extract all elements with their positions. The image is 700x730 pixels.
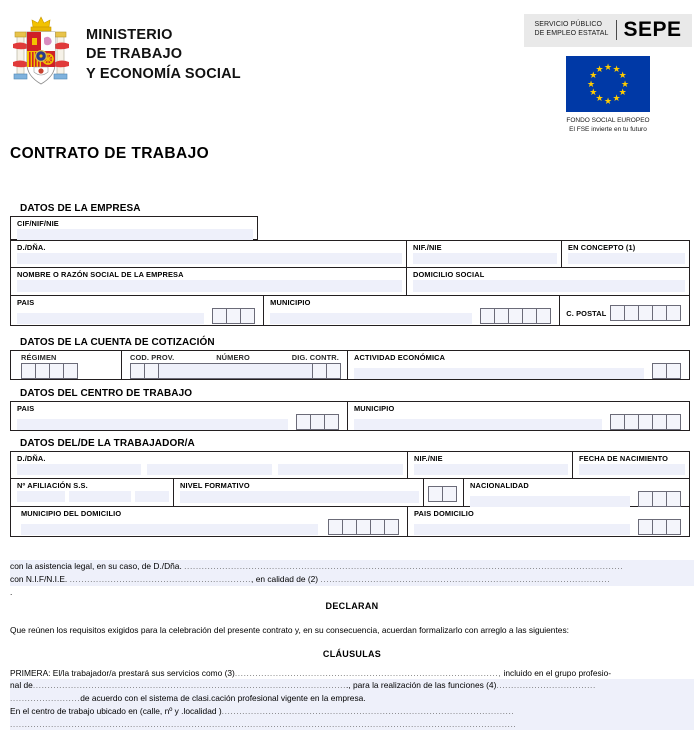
input-trabajador-nacionalidad-code[interactable] (638, 491, 681, 507)
input-trabajador-nacionalidad-name[interactable] (470, 496, 630, 507)
input-empresa-concepto[interactable] (568, 253, 685, 264)
input-empresa-pais-code[interactable] (212, 308, 255, 324)
fse-line-1: FONDO SOCIAL EUROPEO (566, 117, 650, 124)
field-centro-municipio[interactable] (347, 402, 689, 430)
field-empresa-dna[interactable] (11, 241, 406, 267)
clausulas-heading: CLÁUSULAS (322, 648, 382, 659)
eu-star-icon: ★ (612, 63, 621, 74)
label-empresa-nombre: NOMBRE O RAZÓN SOCIAL DE LA EMPRESA (17, 270, 184, 279)
input-trabajador-pais-name[interactable] (414, 524, 630, 535)
label-empresa-nif: NIF./NIE (413, 243, 442, 252)
char-box[interactable] (638, 414, 653, 430)
input-trabajador-nombre[interactable] (17, 464, 141, 475)
field-trabajador-fecha-nacimiento[interactable] (572, 452, 689, 478)
ministry-line-1: MINISTERIO (86, 27, 173, 44)
ministry-line-2: DE TRABAJO (86, 46, 183, 63)
label-trabajador-municipio-domicilio: MUNICIPIO DEL DOMICILIO (21, 509, 122, 518)
calidad-dots[interactable]: ................................................................................................... (320, 573, 611, 584)
input-centro-pais-code[interactable] (296, 414, 339, 430)
eu-star-icon: ★ (603, 61, 613, 72)
input-afiliacion-num[interactable] (69, 491, 131, 502)
input-trabajador-pais-code[interactable] (638, 519, 681, 535)
char-box[interactable] (652, 363, 667, 379)
clause-primera-text-b: nal de (10, 680, 33, 691)
ministry-line-3: Y ECONOMÍA SOCIAL (86, 65, 241, 82)
char-box[interactable] (652, 491, 667, 507)
input-cotizacion-numero[interactable] (159, 363, 312, 379)
char-box[interactable] (342, 519, 357, 535)
char-box[interactable] (522, 308, 537, 324)
ministry-branding (10, 14, 241, 96)
input-cotizacion-actividad-name[interactable] (354, 368, 644, 379)
eu-star-icon: ★ (589, 87, 598, 97)
trabajador-pais-inputs (408, 519, 689, 538)
char-box[interactable] (63, 363, 78, 379)
label-empresa-domicilio: DOMICILIO SOCIAL (413, 270, 485, 279)
cotizacion-cuenta-inputs (122, 363, 347, 379)
trabajador-affiliation-row (10, 479, 690, 507)
char-box[interactable] (638, 305, 653, 321)
empresa-cif-row (10, 216, 258, 240)
char-box[interactable] (624, 414, 639, 430)
input-trabajador-nif[interactable] (414, 464, 568, 475)
field-empresa-concepto[interactable] (561, 241, 689, 267)
document-header (0, 0, 700, 133)
field-empresa-municipio[interactable] (263, 296, 559, 325)
section-trabajador-heading: DATOS DEL/DE LA TRABAJADOR/A (20, 438, 195, 449)
eu-star-icon: ★ (586, 78, 596, 89)
char-box[interactable] (212, 308, 227, 324)
centro-municipio-inputs (348, 414, 689, 433)
input-afiliacion-prov[interactable] (17, 491, 65, 502)
label-cotizacion-digcontr: DIG. CONTR. (291, 353, 339, 362)
char-box[interactable] (536, 308, 551, 324)
input-cotizacion-digcontr[interactable] (312, 363, 341, 379)
declaran-paragraph: Que reúnen los requisitos exigidos para la celebración del presente contrato y, en su consecuencia, acuerdan formalizarlo con arreglo a las siguientes: (10, 625, 569, 636)
char-box[interactable] (240, 308, 255, 324)
clause-primera-dots-a[interactable]: .........................................................................................., (234, 667, 502, 678)
label-trabajador-dna: D./DÑA. (17, 454, 46, 463)
clause-primera-text-a: PRIMERA: El/la trabajador/a prestará sus servicios como (3) (10, 667, 235, 678)
input-empresa-nombre[interactable] (17, 280, 402, 292)
field-cotizacion-actividad[interactable] (347, 351, 689, 379)
european-union-flag-icon (566, 56, 650, 112)
field-empresa-nombre[interactable] (11, 268, 406, 295)
section-cotizacion-heading: DATOS DE LA CUENTA DE COTIZACIÓN (20, 337, 215, 348)
assistance-line-2 (10, 573, 694, 586)
eu-star-icon: ★ (618, 87, 627, 97)
char-box[interactable] (652, 305, 667, 321)
label-empresa-dna: D./DÑA. (17, 243, 46, 252)
trabajador-afiliacion-inputs (17, 491, 169, 503)
char-box[interactable] (49, 363, 64, 379)
input-cotizacion-actividad-code[interactable] (652, 363, 681, 379)
char-box[interactable] (310, 414, 325, 430)
nif-dots[interactable]: .............................................................. (69, 573, 252, 584)
eu-star-icon: ★ (618, 70, 627, 80)
eu-star-icon: ★ (603, 95, 613, 106)
input-empresa-municipio-code[interactable] (480, 308, 551, 324)
eu-star-icon: ★ (595, 63, 604, 74)
eu-star-icon: ★ (595, 93, 604, 104)
label-trabajador-afiliacion: Nº AFILIACIÓN S.S. (17, 481, 88, 490)
clause-primera-tail-b: ., para la realización de las funciones (4) (346, 680, 497, 691)
label-empresa-concepto: EN CONCEPTO (1) (568, 243, 636, 252)
label-empresa-pais: PAIS (17, 298, 35, 307)
field-empresa-cif[interactable] (11, 217, 257, 239)
sepe-acronym: SEPE (623, 18, 682, 41)
label-empresa-cif: CIF/NIF/NIE (17, 219, 59, 228)
trabajador-dna-inputs (17, 464, 403, 475)
label-cotizacion-numero: NÚMERO (216, 353, 250, 362)
input-centro-pais-name[interactable] (17, 419, 288, 430)
cotizacion-row (10, 350, 690, 380)
input-trabajador-nivel-formativo-code[interactable] (428, 486, 459, 502)
page-title: CONTRATO DE TRABAJO (10, 145, 210, 162)
cotizacion-sublabels (122, 353, 347, 363)
field-empresa-pais[interactable] (11, 296, 263, 325)
char-box[interactable] (652, 519, 667, 535)
label-trabajador-fecha-nacimiento: FECHA DE NACIMIENTO (579, 454, 669, 463)
label-trabajador-pais-domicilio: PAIS DOMICILIO (414, 509, 474, 518)
clause-primera-dots-c[interactable]: ........................ (10, 693, 81, 704)
empresa-location-row (10, 296, 690, 326)
fse-caption (524, 117, 692, 135)
trabajador-domicile-row (10, 507, 690, 537)
eu-star-icon: ★ (620, 78, 630, 89)
field-trabajador-nif[interactable] (407, 452, 572, 478)
ministry-name (86, 26, 241, 83)
char-box[interactable] (666, 305, 681, 321)
sepe-divider (616, 20, 617, 40)
char-box[interactable] (21, 363, 36, 379)
label-trabajador-nif: NIF./NIE (414, 454, 443, 463)
trabajador-municipio-inputs (11, 519, 407, 538)
eu-star-icon: ★ (612, 93, 621, 104)
input-centro-municipio-code[interactable] (610, 414, 681, 430)
clause-primera-dots-b[interactable]: ........................................................................................................... (32, 680, 346, 691)
spain-coat-of-arms-icon (10, 14, 72, 96)
stray-dot-line: . (10, 586, 13, 597)
input-cotizacion-regimen[interactable] (21, 363, 117, 379)
sepe-name-line-2: DE EMPLEO ESTATAL (534, 30, 609, 37)
centro-pais-inputs (11, 414, 347, 433)
clause-primera-line-1 (10, 667, 694, 680)
char-box[interactable] (624, 305, 639, 321)
char-box[interactable] (442, 486, 457, 502)
workplace-dots[interactable]: .................................................................................................... (221, 705, 515, 716)
empresa-cpostal-inputs (560, 299, 689, 324)
input-empresa-cpostal-code[interactable] (610, 305, 681, 321)
nif-prefix: con N.I.F/N.I.E. (10, 573, 68, 584)
char-box[interactable] (666, 363, 681, 379)
section-centro (10, 388, 690, 431)
char-box[interactable] (130, 363, 145, 379)
input-empresa-cif[interactable] (17, 229, 253, 240)
clause-primera-line-3 (10, 692, 694, 705)
input-trabajador-fecha-nacimiento[interactable] (579, 464, 685, 475)
char-box[interactable] (508, 308, 523, 324)
char-box[interactable] (666, 414, 681, 430)
empresa-pais-inputs (11, 308, 263, 327)
char-box[interactable] (494, 308, 509, 324)
input-trabajador-apellido2[interactable] (278, 464, 403, 475)
section-trabajador (10, 438, 690, 537)
clause-primera-text-c: de acuerdo con el sistema de clasi.cación profesional vigente en la empresa. (80, 693, 366, 704)
clause-primera-line-2 (10, 679, 694, 692)
label-empresa-municipio: MUNICIPIO (270, 298, 311, 307)
char-box[interactable] (610, 305, 625, 321)
char-box[interactable] (638, 519, 653, 535)
char-box[interactable] (370, 519, 385, 535)
input-empresa-nif[interactable] (413, 253, 557, 264)
field-empresa-domicilio[interactable] (406, 268, 689, 295)
empresa-representative-row (10, 240, 690, 268)
label-cotizacion-regimen: RÉGIMEN (21, 353, 57, 362)
label-centro-municipio: MUNICIPIO (354, 404, 395, 413)
input-empresa-municipio-name[interactable] (270, 313, 472, 324)
section-centro-heading: DATOS DEL CENTRO DE TRABAJO (20, 388, 193, 399)
field-trabajador-nivel-formativo[interactable] (173, 479, 423, 506)
char-box[interactable] (384, 519, 399, 535)
field-trabajador-pais-domicilio[interactable] (407, 507, 689, 536)
input-empresa-pais-name[interactable] (17, 313, 204, 324)
assistance-prefix: con la asistencia legal, en su caso, de D./Dña. (10, 561, 182, 571)
sepe-logo-bar (524, 14, 692, 47)
char-box[interactable] (326, 363, 341, 379)
input-trabajador-nivel-formativo[interactable] (180, 491, 419, 503)
char-box[interactable] (144, 363, 159, 379)
section-cotizacion (10, 337, 690, 380)
field-empresa-nif[interactable] (406, 241, 561, 267)
calidad-text: , en calidad de (2) (251, 573, 319, 584)
empresa-name-row (10, 268, 690, 296)
field-empresa-cpostal[interactable] (559, 296, 689, 325)
label-trabajador-nacionalidad: NACIONALIDAD (470, 481, 529, 490)
sepe-agency-name (534, 21, 608, 39)
field-trabajador-nacionalidad[interactable] (463, 479, 689, 506)
input-trabajador-municipio-name[interactable] (21, 524, 318, 535)
char-box[interactable] (428, 486, 443, 502)
sepe-name-line-1: SERVICIO PÚBLICO (534, 21, 603, 29)
input-afiliacion-dc[interactable] (135, 491, 169, 502)
char-box[interactable] (666, 519, 681, 535)
field-trabajador-afiliacion[interactable] (11, 479, 173, 506)
char-box[interactable] (480, 308, 495, 324)
char-box[interactable] (610, 414, 625, 430)
clause-primera-dots-b2[interactable]: .................................. (496, 680, 596, 691)
field-trabajador-dna[interactable] (11, 452, 407, 478)
assistance-dots[interactable]: ...................................................................................................................................................... (184, 561, 624, 571)
char-box[interactable] (356, 519, 371, 535)
assistance-line-1 (10, 560, 694, 573)
field-trabajador-municipio-domicilio[interactable] (11, 507, 407, 536)
centro-location-row (10, 401, 690, 431)
input-cotizacion-codprov[interactable] (130, 363, 159, 379)
field-trabajador-nivel-formativo-code[interactable] (423, 479, 463, 506)
char-box[interactable] (666, 491, 681, 507)
field-cotizacion-regimen[interactable] (11, 351, 121, 379)
sepe-branding (524, 14, 692, 135)
workplace-continuation-dots[interactable]: ............................................................................................................................................................................. (10, 718, 694, 730)
char-box[interactable] (226, 308, 241, 324)
label-cotizacion-actividad: ACTIVIDAD ECONÓMICA (354, 353, 446, 362)
char-box[interactable] (296, 414, 311, 430)
input-trabajador-municipio-code[interactable] (328, 519, 399, 535)
cotizacion-actividad-inputs (348, 363, 689, 382)
field-cotizacion-cuenta[interactable] (121, 351, 347, 379)
label-trabajador-nivel-formativo: NIVEL FORMATIVO (180, 481, 250, 490)
clause-primera-tail-a: incluido en el grupo profesio- (503, 667, 612, 678)
char-box[interactable] (328, 519, 343, 535)
fse-line-2: El FSE invierte en tu futuro (569, 125, 647, 133)
workplace-text: En el centro de trabajo ubicado en (calle, nº y .localidad ) (10, 705, 222, 716)
declaran-heading: DECLARAN (325, 600, 379, 611)
section-empresa-heading: DATOS DE LA EMPRESA (20, 203, 141, 214)
label-empresa-cpostal: C. POSTAL (566, 308, 607, 318)
char-box[interactable] (35, 363, 50, 379)
section-empresa (10, 203, 690, 326)
trabajador-identity-row (10, 451, 690, 479)
input-empresa-domicilio[interactable] (413, 280, 685, 292)
workplace-line (10, 705, 694, 718)
char-box[interactable] (312, 363, 327, 379)
field-centro-pais[interactable] (11, 402, 347, 430)
empresa-municipio-inputs (264, 308, 559, 327)
declaration-text-block (10, 560, 694, 730)
input-trabajador-apellido1[interactable] (147, 464, 272, 475)
label-cotizacion-codprov: COD. PROV. (130, 353, 175, 362)
char-box[interactable] (324, 414, 339, 430)
char-box[interactable] (652, 414, 667, 430)
input-empresa-dna[interactable] (17, 253, 402, 264)
char-box[interactable] (638, 491, 653, 507)
input-centro-municipio-name[interactable] (354, 419, 602, 430)
eu-star-icon: ★ (589, 70, 598, 80)
label-centro-pais: PAIS (17, 404, 35, 413)
